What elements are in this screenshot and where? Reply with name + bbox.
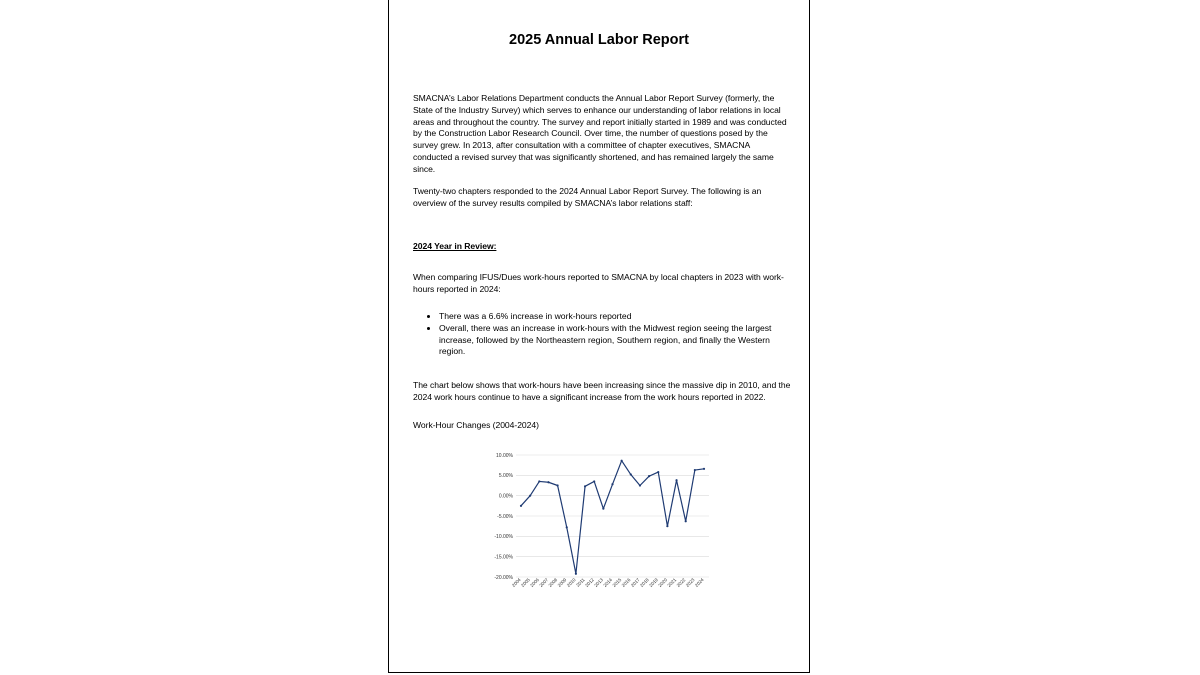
x-tick-label: 2023 xyxy=(684,577,696,588)
x-tick-label: 2018 xyxy=(639,577,650,588)
data-point xyxy=(520,505,522,507)
data-point xyxy=(685,520,687,522)
x-tick-label: 2010 xyxy=(565,577,577,588)
data-point xyxy=(547,481,549,483)
data-point xyxy=(557,484,559,486)
data-point xyxy=(648,475,650,477)
x-tick-label: 2014 xyxy=(602,577,614,588)
responses-paragraph: Twenty-two chapters responded to the 2024 Annual Labor Report Survey. The following is an overview of the survey results compiled by SMACNA’s labor relations staff: xyxy=(413,186,762,208)
x-tick-label: 2016 xyxy=(620,577,632,588)
data-point xyxy=(611,483,613,485)
x-tick-label: 2007 xyxy=(538,577,550,588)
data-point xyxy=(602,508,604,510)
data-point xyxy=(630,473,632,475)
y-tick-label: -10.00% xyxy=(494,534,513,541)
data-point xyxy=(675,479,677,481)
x-tick-label: 2011 xyxy=(575,577,586,588)
data-point xyxy=(666,525,668,527)
x-tick-label: 2020 xyxy=(657,577,669,588)
x-tick-label: 2024 xyxy=(693,577,705,588)
chart-caption: Work-Hour Changes (2004-2024) xyxy=(413,420,539,430)
work-hour-changes-chart xyxy=(479,448,719,598)
list-item: • Overall, there was an increase in work-hours with the Midwest region seeing the largest increase, followed by the Northeastern region, Southern region, and finally the Western region. xyxy=(439,323,791,358)
data-point xyxy=(584,485,586,487)
x-tick-label: 2015 xyxy=(611,577,623,588)
x-tick-label: 2006 xyxy=(529,577,541,588)
data-point xyxy=(593,480,595,482)
findings-list xyxy=(413,311,791,358)
y-tick-label: 0.00% xyxy=(498,493,513,500)
x-tick-label: 2022 xyxy=(675,577,687,588)
x-tick-label: 2005 xyxy=(520,577,531,588)
data-point xyxy=(575,573,577,575)
y-tick-label: -5.00% xyxy=(497,513,513,520)
x-tick-label: 2009 xyxy=(556,577,568,588)
data-point xyxy=(529,495,531,497)
x-tick-label: 2021 xyxy=(666,577,678,588)
y-tick-label: -15.00% xyxy=(494,554,513,561)
data-point xyxy=(657,471,659,473)
comparison-paragraph: When comparing IFUS/Dues work-hours reported to SMACNA by local chapters in 2023 with work-hours reported in 2024: xyxy=(413,272,784,294)
data-point xyxy=(538,480,540,482)
x-tick-label: 2019 xyxy=(648,577,659,588)
y-tick-label: 10.00% xyxy=(496,452,513,459)
data-point xyxy=(703,468,705,470)
list-item: • There was a 6.6% increase in work-hours reported xyxy=(439,311,791,323)
page-title: 2025 Annual Labor Report xyxy=(509,32,689,48)
data-point xyxy=(694,469,696,471)
x-tick-label: 2012 xyxy=(584,577,595,588)
x-tick-label: 2017 xyxy=(629,577,641,588)
section-heading: 2024 Year in Review: xyxy=(413,241,497,251)
data-point xyxy=(621,460,623,462)
report-page xyxy=(388,0,810,673)
x-tick-label: 2008 xyxy=(547,577,559,588)
chart-intro-paragraph: The chart below shows that work-hours have been increasing since the massive dip in 2010, and the 2024 work hours continue to have a significant increase from the work hours reported in 2022. xyxy=(413,380,791,402)
intro-paragraph: SMACNA’s Labor Relations Department conducts the Annual Labor Report Survey (formerly, the State of the Industry Survey) which serves to enhance our understanding of labor relations in local areas and throughout the country. The survey and report initially started in 1989 and was conducted by the Construction Labor Research Council. Over time, the number of questions posed by the survey grew. In 2013, after consultation with a committee of chapter executives, SMACNA conducted a revised survey that was significantly shortened, and has remained largely the same since. xyxy=(413,93,787,174)
y-tick-label: 5.00% xyxy=(498,473,513,480)
x-tick-label: 2013 xyxy=(593,577,605,588)
y-tick-label: -20.00% xyxy=(494,574,513,581)
data-point xyxy=(566,526,568,528)
x-tick-label: 2004 xyxy=(510,577,522,588)
data-point xyxy=(639,484,641,486)
